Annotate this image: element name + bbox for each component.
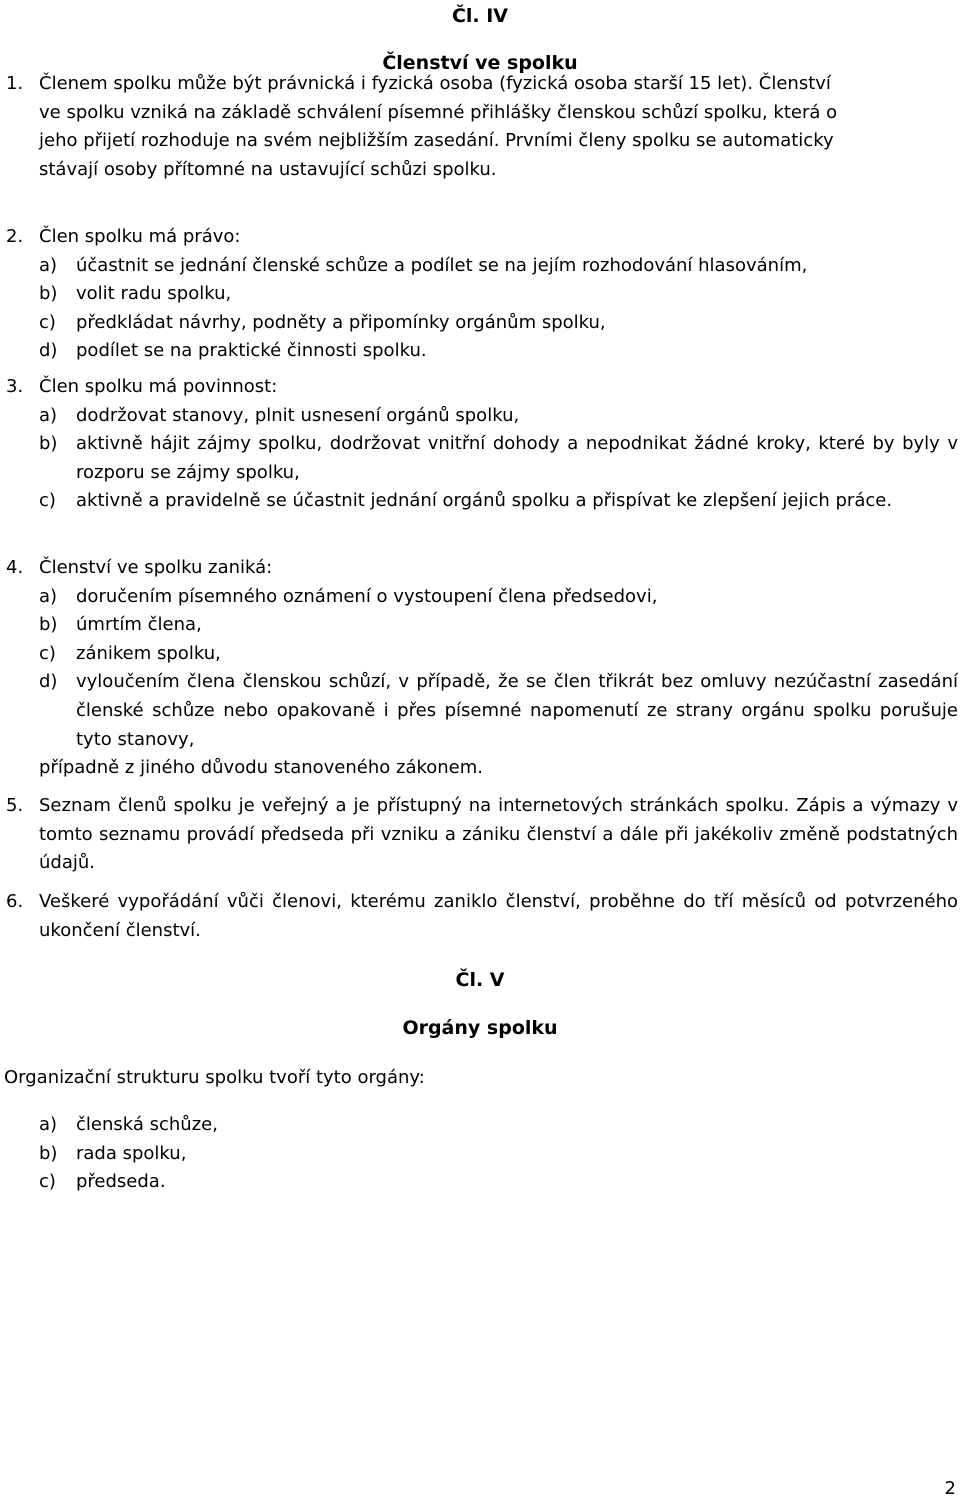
article-3-number: 3. — [6, 376, 24, 397]
article-4 — [6, 554, 958, 783]
list-item: a) doručením písemného oznámení o vystoupení člena předsedovi, — [39, 585, 658, 607]
chapter-iv-title: Členství ve spolku — [382, 52, 578, 74]
article-1-line: ve spolku vzniká na základě schválení písemné přihlášky členskou schůzí spolku, která o — [39, 101, 838, 123]
organs-intro: Organizační strukturu spolku tvoří tyto orgány: — [4, 1067, 425, 1088]
list-item: c) předkládat návrhy, podněty a připomínky orgánům spolku, — [39, 311, 606, 333]
list-item: c) předseda. — [39, 1171, 166, 1193]
list-item: d) vyloučením člena členskou schůzí, v případě, že se člen třikrát bez omluvy nezúčastní zasedání členské schůze nebo opakovaně i přes písemné napomenutí ze strany orgánu spolku porušuje tyto stanovy, — [39, 671, 958, 750]
list-item: c) zánikem spolku, — [39, 642, 221, 664]
article-4-number: 4. — [6, 557, 24, 578]
article-6-text: Veškeré vypořádání vůči členovi, kterému zaniklo členství, proběhne do tří měsíců od potvrzeného ukončení členství. — [39, 891, 958, 941]
article-2-intro: Člen spolku má právo: — [39, 226, 241, 247]
article-2-number: 2. — [6, 226, 24, 247]
article-4-outro: případně z jiného důvodu stanoveného zákonem. — [39, 757, 484, 779]
page-number: 2 — [944, 1478, 956, 1500]
article-1-line: jeho přijetí rozhoduje na svém nejbližším zasedání. Prvními členy spolku se automaticky — [39, 130, 834, 152]
article-4-list — [39, 583, 958, 783]
article-1-text — [39, 70, 958, 184]
list-item: b) rada spolku, — [39, 1142, 187, 1164]
chapter-v-title: Orgány spolku — [402, 1017, 558, 1039]
article-1-line: stávají osoby přítomné na ustavující schůzi spolku. — [39, 158, 497, 180]
article-6-number: 6. — [6, 891, 24, 912]
list-item: a) dodržovat stanovy, plnit usnesení orgánů spolku, — [39, 404, 520, 426]
chapter-iv-heading: Čl. IV — [451, 5, 509, 27]
article-2-list — [39, 252, 958, 366]
article-1-line: Členem spolku může být právnická i fyzická osoba (fyzická osoba starší 15 let). Členství — [39, 73, 831, 94]
list-item: d) podílet se na praktické činnosti spolku. — [39, 340, 427, 362]
list-item: a) členská schůze, — [39, 1114, 218, 1135]
article-1-number: 1. — [6, 73, 24, 94]
article-5 — [6, 792, 958, 878]
list-item: c) aktivně a pravidelně se účastnit jednání orgánů spolku a přispívat ke zlepšení jejich práce. — [39, 490, 893, 512]
article-3-intro: Člen spolku má povinnost: — [39, 376, 278, 397]
list-item: b) volit radu spolku, — [39, 283, 232, 305]
article-3-list — [39, 402, 958, 516]
article-5-number: 5. — [6, 795, 24, 816]
list-item: a) účastnit se jednání členské schůze a podílet se na jejím rozhodování hlasováním, — [39, 254, 808, 276]
list-item: b) úmrtím člena, — [39, 614, 202, 636]
article-6 — [6, 888, 958, 945]
list-item: b) aktivně hájit zájmy spolku, dodržovat vnitřní dohody a nepodnikat žádné kroky, které by byly v rozporu se zájmy spolku, — [39, 433, 958, 483]
article-5-text: Seznam členů spolku je veřejný a je přístupný na internetových stránkách spolku. Zápis a výmazy v tomto seznamu provádí předseda při vzniku a zániku členství a dále při jakékoliv změně podstatných údajů. — [39, 795, 958, 874]
article-3 — [6, 373, 958, 516]
article-4-intro: Členství ve spolku zaniká: — [39, 557, 273, 578]
chapter-v-heading: Čl. V — [455, 969, 505, 991]
article-1 — [6, 70, 958, 184]
organs-list — [39, 1111, 939, 1197]
article-2 — [6, 223, 958, 366]
